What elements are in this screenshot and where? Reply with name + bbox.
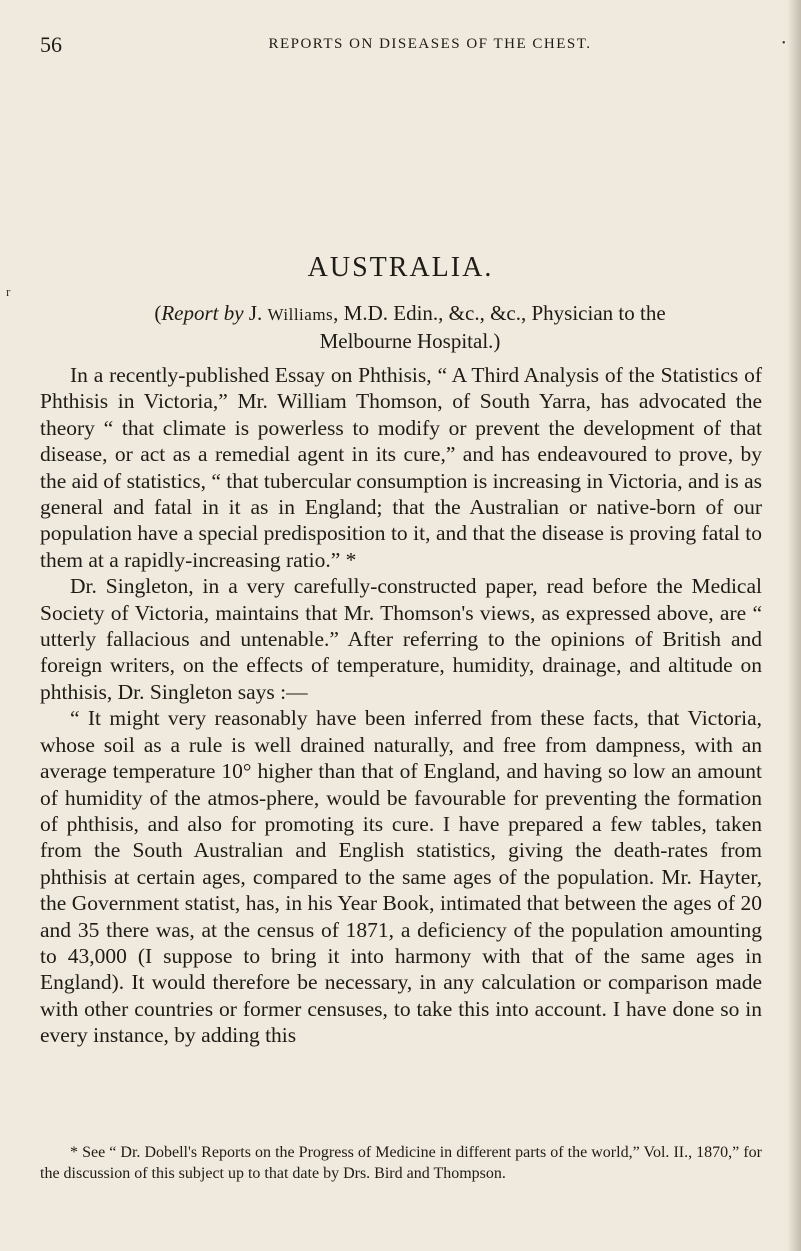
running-title: REPORTS ON DISEASES OF THE CHEST.: [268, 36, 592, 52]
section-title: AUSTRALIA.: [307, 252, 494, 283]
footnote: [40, 1142, 762, 1184]
subtitle-report-by: Report by: [161, 301, 244, 325]
paragraph-thomson: In a recently-published Essay on Phthisis, “ A Third Analysis of the Statistics of Phthisis in Victoria,” Mr. William Thomson, of South Yarra, has advocated the theory “ that climate is powerless to modify or prevent the development of that disease, or act as a remedial agent in its cure,” and has endeavoured to prove, by the aid of statistics, “ that tubercular consumption is increasing in Victoria, and is as general and fatal in it as in England; that the Australian or native-born of our population have a special predisposition to it, and that the disease is proving fatal to them at a rapidly-increasing ratio.” *: [40, 363, 762, 572]
subtitle-author-name: Williams: [267, 305, 334, 324]
subtitle-rest-line1: , M.D. Edin., &c., &c., Physician to the: [333, 301, 666, 325]
section-subtitle: [60, 300, 760, 354]
paragraph-quotation: “ It might very reasonably have been inferred from these facts, that Victoria, whose soil as a rule is well drained naturally, and free from dampness, with an average temperature 10° higher than that of England, and having so low an amount of humidity of the atmos-phere, would be favourable for preventing the formation of phthisis, and also for promoting its cure. I have prepared a few tables, taken from the South Australian and English statistics, giving the death-rates from phthisis at certain ages, compared to the same ages of the population. Mr. Hayter, the Government statist, has, in his Year Book, intimated that between the ages of 20 and 35 there was, at the census of 1871, a deficiency of the population amounting to 43,000 (I suppose to bring it into harmony with that of the same ages in England). It would therefore be necessary, in any calculation or comparison made with other countries or former censuses, to take this into account. I have done so in every instance, by adding this: [40, 706, 762, 1048]
page-number: 56: [40, 32, 62, 57]
subtitle-open-paren: (: [154, 301, 162, 325]
paragraph-singleton: Dr. Singleton, in a very carefully-constructed paper, read before the Medical Society of Victoria, maintains that Mr. Thomson's views, as expressed above, are “ utterly fallacious and untenable.” After referring to the opinions of British and foreign writers, on the effects of temperature, humidity, drainage, and altitude on phthisis, Dr. Singleton says :—: [40, 574, 762, 704]
subtitle-author-initial: J.: [248, 301, 263, 325]
margin-tick-mark: r: [6, 284, 11, 299]
page-edge-shadow: [787, 0, 801, 1251]
footnote-text: * See “ Dr. Dobell's Reports on the Progress of Medicine in different parts of the world,” Vol. II., 1870,” for the discussion of this subject up to that date by Drs. Bird and Thompson.: [40, 1144, 762, 1182]
running-head: [40, 28, 760, 58]
body-text: [40, 362, 762, 1049]
subtitle-line2: Melbourne Hospital.): [319, 329, 501, 353]
header-dot-mark: •: [782, 38, 786, 49]
